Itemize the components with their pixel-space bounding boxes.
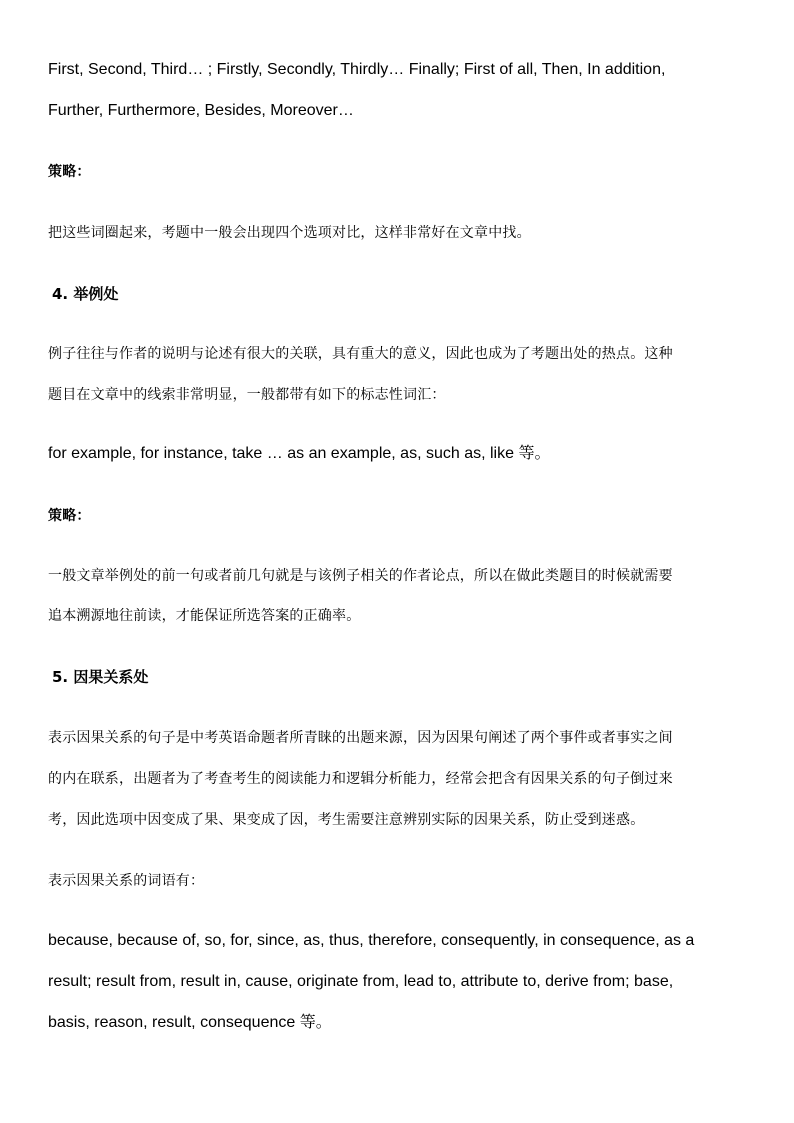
paragraph-line: 把这些词圈起来，考题中一般会出现四个选项对比，这样非常好在文章中找。	[48, 225, 531, 241]
strategy-label: 策略：	[48, 164, 91, 180]
section-heading-examples: 4. 举例处	[52, 285, 119, 303]
cause-words-line-1: because, because of, so, for, since, as, thus, therefore, consequently, in consequence, as a	[48, 932, 695, 949]
cause-words-line-2: result; result from, result in, cause, originate from, lead to, attribute to, derive from; base,	[48, 973, 674, 990]
section-heading-cause-effect: 5. 因果关系处	[52, 668, 149, 686]
paragraph-line: 一般文章举例处的前一句或者前几句就是与该例子相关的作者论点，所以在做此类题目的时候就需要	[48, 568, 673, 584]
sequence-words-line-1: First, Second, Third… ; Firstly, Secondly, Thirdly… Finally; First of all, Then, In addition,	[48, 61, 666, 78]
sequence-words-line-2: Further, Furthermore, Besides, Moreover…	[48, 102, 354, 119]
paragraph-line: 追本溯源地往前读，才能保证所选答案的正确率。	[48, 608, 361, 624]
strategy-label: 策略：	[48, 508, 91, 524]
paragraph-line: 考，因此选项中因变成了果、果变成了因，考生需要注意辨别实际的因果关系，防止受到迷惑。	[48, 812, 645, 828]
paragraph-line: 的内在联系，出题者为了考查考生的阅读能力和逻辑分析能力，经常会把含有因果关系的句子倒过来	[48, 771, 673, 787]
paragraph-line: 例子往往与作者的说明与论述有很大的关联，具有重大的意义，因此也成为了考题出处的热点。这种	[48, 346, 673, 362]
paragraph-line: 表示因果关系的句子是中考英语命题者所青睐的出题来源，因为因果句阐述了两个事件或者事实之间	[48, 730, 673, 746]
paragraph-line: 题目在文章中的线索非常明显，一般都带有如下的标志性词汇：	[48, 387, 446, 403]
example-words-line: for example, for instance, take … as an example, as, such as, like 等。	[48, 445, 551, 462]
paragraph-line: 表示因果关系的词语有：	[48, 873, 205, 889]
cause-words-line-3: basis, reason, result, consequence 等。	[48, 1014, 332, 1031]
